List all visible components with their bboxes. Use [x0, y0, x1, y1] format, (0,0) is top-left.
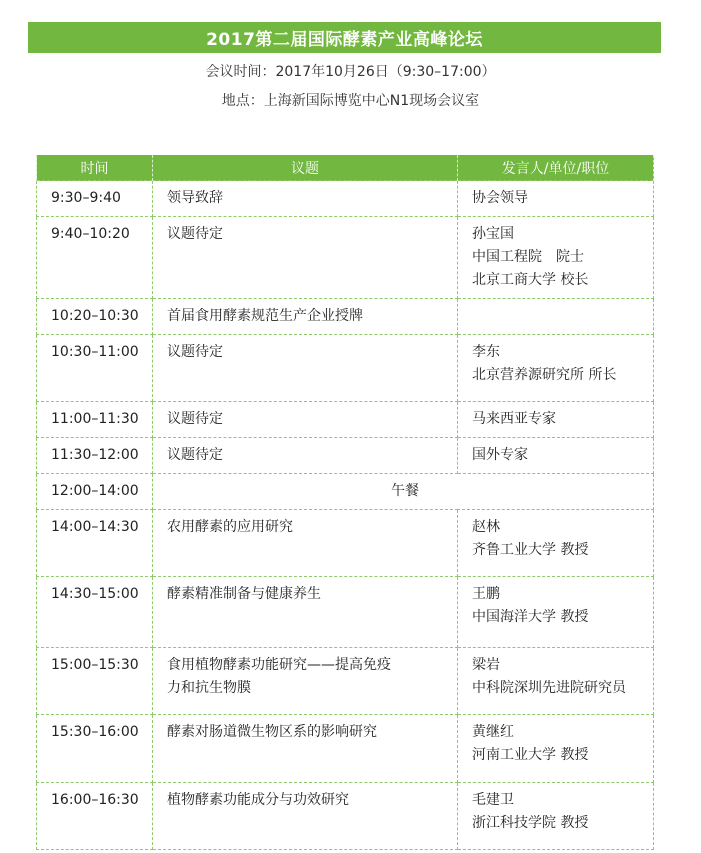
- agenda-speaker: [458, 181, 654, 217]
- agenda-time: 15:30–16:00: [37, 715, 153, 783]
- agenda-speaker: [458, 783, 654, 850]
- agenda-topic: [153, 510, 458, 577]
- agenda-merged-cell: 午餐: [153, 474, 654, 510]
- header-speaker: 发言人/单位/职位: [458, 155, 654, 181]
- agenda-speaker: [458, 335, 654, 402]
- topic-line: 议题待定: [167, 411, 223, 427]
- agenda-row: [37, 299, 654, 335]
- speaker-line: 李东: [472, 344, 500, 360]
- agenda-time: 15:00–15:30: [37, 648, 153, 715]
- agenda-row: [37, 715, 654, 783]
- agenda-topic: [153, 783, 458, 850]
- agenda-topic: [153, 715, 458, 783]
- agenda-speaker: [458, 438, 654, 474]
- agenda-topic: [153, 181, 458, 217]
- speaker-line: 中国海洋大学 教授: [472, 609, 589, 625]
- header-time: 时间: [37, 155, 153, 181]
- topic-line: 议题待定: [167, 447, 223, 463]
- speaker-line: 孙宝国: [472, 226, 514, 242]
- meeting-location: 地点：上海新国际博览中心N1现场会议室: [221, 93, 480, 109]
- speaker-line: 梁岩: [472, 657, 500, 673]
- agenda-speaker: [458, 299, 654, 335]
- speaker-line: 北京营养源研究所 所长: [472, 367, 617, 383]
- forum-title-banner: [28, 22, 661, 53]
- speaker-line: 协会领导: [472, 190, 528, 206]
- agenda-row: [37, 217, 654, 299]
- agenda-speaker: [458, 510, 654, 577]
- agenda-time: 10:20–10:30: [37, 299, 153, 335]
- agenda-row: [37, 335, 654, 402]
- speaker-line: 中科院深圳先进院研究员: [472, 680, 626, 696]
- agenda-topic: [153, 217, 458, 299]
- agenda-row: [37, 402, 654, 438]
- agenda-row: [37, 783, 654, 850]
- topic-line: 议题待定: [167, 344, 223, 360]
- topic-line: 农用酵素的应用研究: [167, 519, 293, 535]
- agenda-row: [37, 577, 654, 648]
- meeting-time: 会议时间：2017年10月26日（9:30–17:00）: [205, 64, 496, 80]
- agenda-row: [37, 510, 654, 577]
- topic-line: 首届食用酵素规范生产企业授牌: [167, 308, 363, 324]
- agenda-time: 14:00–14:30: [37, 510, 153, 577]
- speaker-line: 国外专家: [472, 447, 528, 463]
- agenda-time: 10:30–11:00: [37, 335, 153, 402]
- speaker-line: 马来西亚专家: [472, 411, 556, 427]
- agenda-topic: [153, 299, 458, 335]
- agenda-speaker: [458, 402, 654, 438]
- speaker-line: 黄继红: [472, 724, 514, 740]
- agenda-row: [37, 181, 654, 217]
- forum-title: 2017第二届国际酵素产业高峰论坛: [206, 30, 483, 50]
- topic-line: 酵素精准制备与健康养生: [167, 586, 321, 602]
- speaker-line: 北京工商大学 校长: [472, 272, 589, 288]
- agenda-speaker: [458, 577, 654, 648]
- agenda-row: [37, 474, 654, 510]
- speaker-line: 齐鲁工业大学 教授: [472, 542, 589, 558]
- agenda-time: 12:00–14:00: [37, 474, 153, 510]
- agenda-speaker: [458, 715, 654, 783]
- agenda-topic: [153, 648, 458, 715]
- topic-line: 酵素对肠道微生物区系的影响研究: [167, 724, 377, 740]
- agenda-topic: [153, 335, 458, 402]
- speaker-line: 王鹏: [472, 586, 500, 602]
- topic-line: 议题待定: [167, 226, 223, 242]
- agenda-table: [36, 155, 654, 850]
- agenda-time: 11:30–12:00: [37, 438, 153, 474]
- agenda-speaker: [458, 217, 654, 299]
- agenda-topic: [153, 577, 458, 648]
- agenda-row: [37, 438, 654, 474]
- agenda-time: 11:00–11:30: [37, 402, 153, 438]
- topic-line: 植物酵素功能成分与功效研究: [167, 792, 349, 808]
- topic-line: 食用植物酵素功能研究——提高免疫: [167, 657, 391, 673]
- agenda-time: 9:40–10:20: [37, 217, 153, 299]
- topic-line: 领导致辞: [167, 190, 223, 206]
- header-topic: 议题: [153, 155, 458, 181]
- agenda-row: [37, 648, 654, 715]
- speaker-line: 浙江科技学院 教授: [472, 815, 589, 831]
- agenda-time: 16:00–16:30: [37, 783, 153, 850]
- agenda-header-row: [37, 155, 654, 181]
- speaker-line: 中国工程院 院士: [472, 249, 584, 265]
- agenda-speaker: [458, 648, 654, 715]
- speaker-line: 赵林: [472, 519, 500, 535]
- speaker-line: 毛建卫: [472, 792, 514, 808]
- agenda-time: 14:30–15:00: [37, 577, 153, 648]
- agenda-topic: [153, 402, 458, 438]
- agenda-time: 9:30–9:40: [37, 181, 153, 217]
- speaker-line: 河南工业大学 教授: [472, 747, 589, 763]
- agenda-topic: [153, 438, 458, 474]
- topic-line: 力和抗生物膜: [167, 680, 251, 696]
